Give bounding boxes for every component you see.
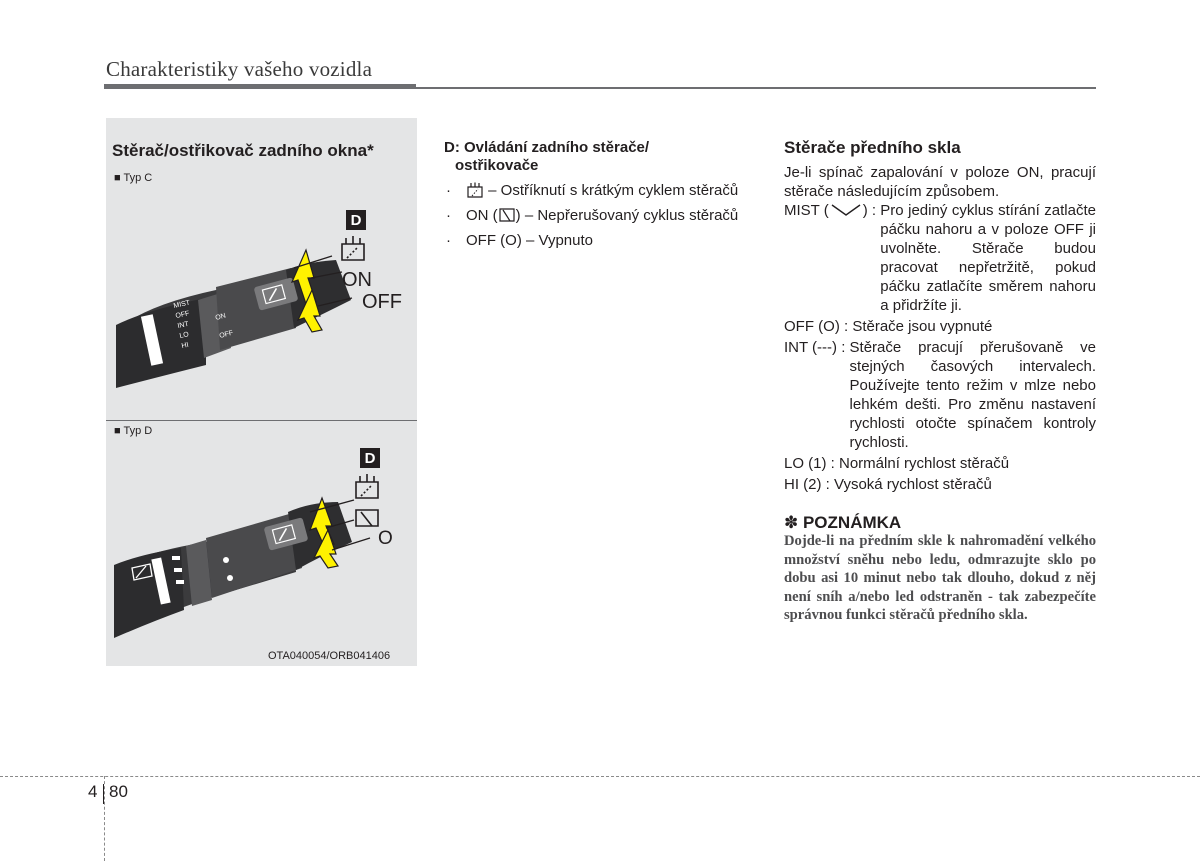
badge-d-label: D: [364, 450, 376, 467]
off-entry: OFF (O) : Stěrače jsou vypnuté: [784, 318, 993, 335]
int-entry: [784, 338, 1096, 452]
on-label: ON: [342, 269, 372, 291]
rear-wiper-control-heading: [444, 139, 762, 175]
mist-label-b: ) :: [862, 202, 877, 219]
header-rule-thick: [104, 84, 416, 89]
front-wiper-heading: Stěrače předního skla: [784, 138, 961, 157]
figure-label-type-d: ■ Typ D: [114, 425, 153, 437]
mist-label-a: MIST (: [784, 202, 829, 219]
note-body: Dojde-li na předním skle k nahromadění velkého množství sněhu nebo ledu, odmrazujte sklo po dobu asi 10 minut nebo tak dlouho, dokud z něj není sníh a/nebo led odstraněn - tak zabezpečíte správnou funkci stěračů předního skla.: [784, 533, 1096, 623]
stalk-mark-mist: MIST: [172, 299, 191, 310]
page-number: 80: [109, 782, 128, 801]
stalk-mark-int: INT: [176, 320, 190, 330]
rear-wiper-control-section: [444, 139, 762, 250]
stalk-mark-hi: HI: [180, 341, 190, 350]
badge-d-label: D: [350, 212, 362, 229]
chapter-number: 4: [88, 782, 98, 801]
footer-dashed-rule: [0, 776, 1200, 777]
list-bullet: ·: [446, 232, 451, 249]
page-header-title: Charakteristiky vašeho vozidla: [106, 57, 373, 81]
int-label: INT (---) :: [784, 339, 846, 356]
rear-washer-icon: [356, 474, 378, 498]
list-item-text: OFF (O) – Vypnuto: [466, 232, 593, 249]
list-bullet: ·: [446, 207, 451, 224]
figure-title: Stěrač/ostřikovač zadního okna*: [112, 141, 374, 160]
list-item: [444, 207, 762, 225]
figure-divider: [106, 420, 417, 421]
stalk-mark-lo: LO: [178, 331, 190, 340]
rear-wiper-icon: [356, 510, 378, 526]
wiper-stalk-illustration-type-c: [106, 190, 417, 415]
wiper-stalk-illustration-type-d: [106, 440, 417, 645]
mist-description: Pro jediný cyklus stírání zatlačte páčku nahoru a v poloze OFF ji uvolněte. Stěrače budou pracovat nepřetržitě, pokud páčku zatlačíte směrem nahoru a přidržíte ji.: [880, 202, 1096, 314]
page-number-separator: [103, 784, 104, 804]
note-heading: ✽ POZNÁMKA: [784, 513, 902, 532]
hi-entry: HI (2) : Vysoká rychlost stěračů: [784, 476, 992, 493]
mist-entry: [784, 201, 1096, 315]
heading-line-2: ostřikovače: [455, 157, 539, 174]
mist-chevron-icon: [829, 203, 863, 217]
o-label: O: [378, 528, 393, 549]
front-wiper-section: [784, 138, 1096, 625]
off-label: OFF: [362, 291, 402, 313]
stalk-ring-on: ON: [214, 312, 227, 322]
list-item-text: – Ostříknutí s krátkým cyklem stěračů: [484, 182, 739, 199]
int-description: Stěrače pracují přerušovaně ve stejných časových intervalech. Používejte tento režim v mlze nebo lehkém dešti. Pro změnu nastavení rychlosti otočte spínačem kontroly rychlosti.: [849, 339, 1096, 451]
stalk-mark-off: OFF: [174, 310, 191, 320]
list-item: [444, 232, 762, 250]
list-item: [444, 182, 762, 200]
header-rule-thin: [416, 87, 1096, 89]
list-bullet: ·: [446, 182, 451, 199]
stalk-ring-off: OFF: [218, 329, 235, 340]
heading-line-1: D: Ovládání zadního stěrače/: [444, 139, 650, 156]
rear-washer-icon: [466, 182, 484, 198]
front-wiper-intro: Je-li spínač zapalování v poloze ON, pracují stěrače následujícím způsobem.: [784, 164, 1096, 200]
figure-label-type-c: ■ Typ C: [114, 172, 153, 184]
rear-wiper-icon: [498, 207, 516, 223]
footer-vertical-dashed-rule: [104, 776, 105, 861]
lo-entry: LO (1) : Normální rychlost stěračů: [784, 455, 1010, 472]
list-item-suffix: ) – Nepřerušovaný cyklus stěračů: [515, 207, 739, 224]
figure-caption: OTA040054/ORB041406: [268, 650, 391, 662]
list-item-prefix: ON (: [466, 207, 498, 224]
rear-washer-icon: [342, 236, 364, 260]
